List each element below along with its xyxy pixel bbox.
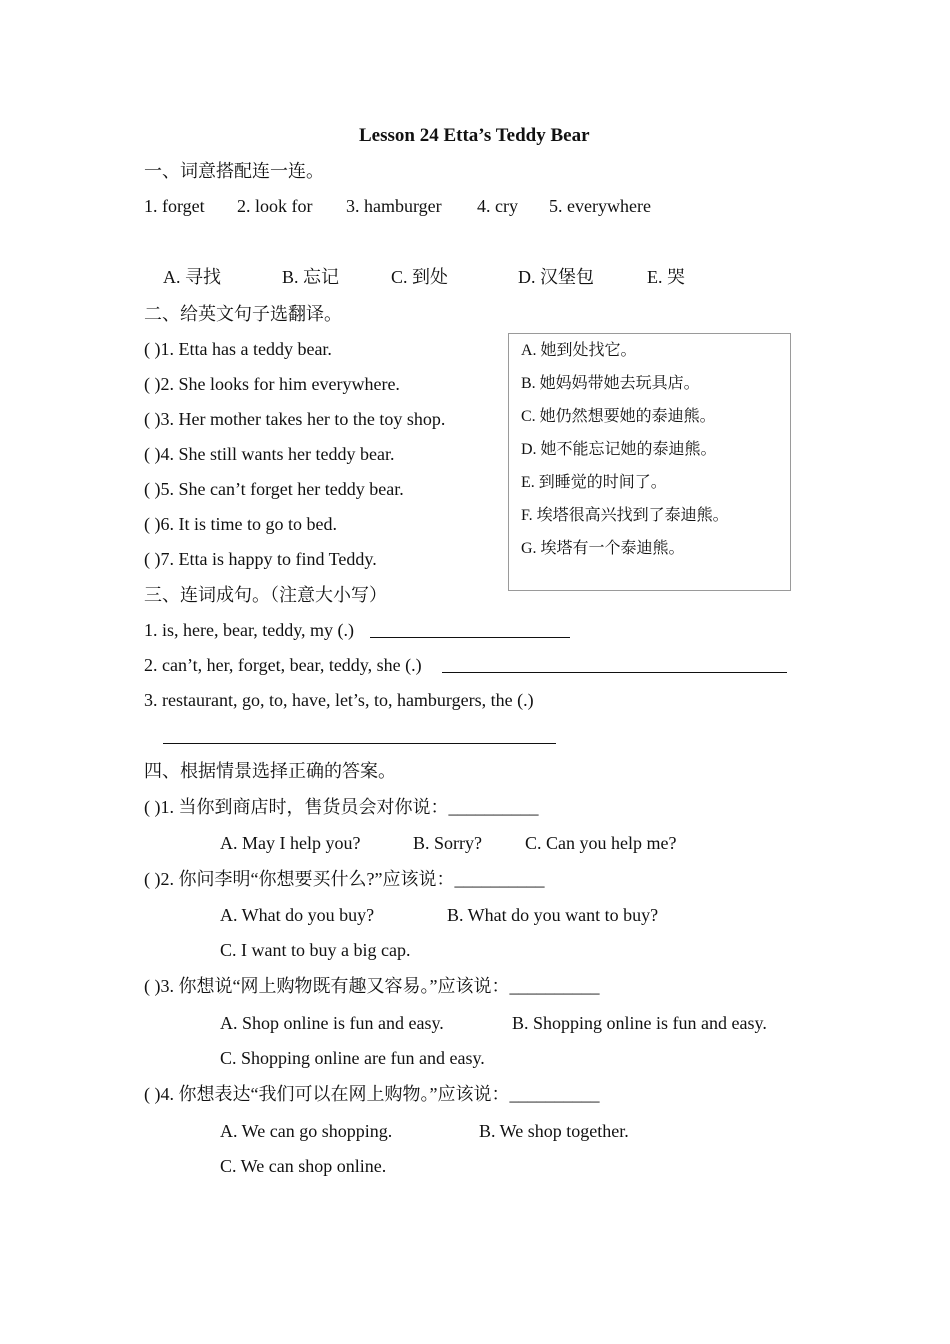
question-prompt: ( )1. 当你到商店时，售货员会对你说：__________ <box>144 797 539 817</box>
answer-option: A. May I help you? <box>220 833 361 853</box>
word-item: 4. cry <box>477 196 518 216</box>
translation-option: E. 到睡觉的时间了。 <box>521 474 667 491</box>
question-prompt: ( )3. 你想说“网上购物既有趣又容易。”应该说：__________ <box>144 976 600 996</box>
section2-heading: 二、给英文句子选翻译。 <box>144 304 342 324</box>
translation-option: C. 她仍然想要她的泰迪熊。 <box>521 408 716 425</box>
meaning-item: E. 哭 <box>647 267 685 287</box>
sentence-item: ( )6. It is time to go to bed. <box>144 514 337 534</box>
answer-option: B. Shopping online is fun and easy. <box>512 1013 767 1033</box>
meaning-item: C. 到处 <box>391 267 449 287</box>
translation-option: G. 埃塔有一个泰迪熊。 <box>521 540 685 557</box>
reorder-item: 3. restaurant, go, to, have, let’s, to, hamburgers, the (.) <box>144 690 534 710</box>
section1-heading: 一、词意搭配连一连。 <box>144 161 324 181</box>
section3-heading: 三、连词成句。（注意大小写） <box>144 585 387 605</box>
question-prompt: ( )4. 你想表达“我们可以在网上购物。”应该说：__________ <box>144 1084 600 1104</box>
sentence-item: ( )3. Her mother takes her to the toy shop. <box>144 409 446 429</box>
answer-line[interactable] <box>163 743 556 744</box>
answer-option: C. Shopping online are fun and easy. <box>220 1048 485 1068</box>
reorder-item: 1. is, here, bear, teddy, my (.) <box>144 620 355 640</box>
sentence-item: ( )4. She still wants her teddy bear. <box>144 444 395 464</box>
sentence-item: ( )5. She can’t forget her teddy bear. <box>144 479 404 499</box>
answer-line[interactable] <box>442 672 787 673</box>
meaning-item: D. 汉堡包 <box>518 267 594 287</box>
answer-line[interactable] <box>370 637 570 638</box>
answer-option: B. What do you want to buy? <box>447 905 659 925</box>
translation-option: F. 埃塔很高兴找到了泰迪熊。 <box>521 507 729 524</box>
answer-option: C. We can shop online. <box>220 1156 387 1176</box>
answer-option: A. Shop online is fun and easy. <box>220 1013 444 1033</box>
translation-option: D. 她不能忘记她的泰迪熊。 <box>521 441 717 458</box>
meaning-item: B. 忘记 <box>282 267 340 287</box>
answer-option: C. I want to buy a big cap. <box>220 940 411 960</box>
question-prompt: ( )2. 你问李明“你想要买什么?”应该说：__________ <box>144 869 545 889</box>
word-item: 1. forget <box>144 196 205 216</box>
translation-options-box <box>508 333 791 591</box>
sentence-item: ( )2. She looks for him everywhere. <box>144 374 400 394</box>
answer-option: B. We shop together. <box>479 1121 629 1141</box>
translation-option: A. 她到处找它。 <box>521 342 637 359</box>
answer-option: B. Sorry? <box>413 833 482 853</box>
answer-option: C. Can you help me? <box>525 833 677 853</box>
word-item: 2. look for <box>237 196 313 216</box>
page-title: Lesson 24 Etta’s Teddy Bear <box>359 125 590 146</box>
answer-option: A. What do you buy? <box>220 905 375 925</box>
reorder-item: 2. can’t, her, forget, bear, teddy, she (.) <box>144 655 422 675</box>
meaning-item: A. 寻找 <box>163 267 221 287</box>
translation-option: B. 她妈妈带她去玩具店。 <box>521 375 700 392</box>
word-item: 5. everywhere <box>549 196 651 216</box>
sentence-item: ( )7. Etta is happy to find Teddy. <box>144 549 377 569</box>
word-item: 3. hamburger <box>346 196 442 216</box>
answer-option: A. We can go shopping. <box>220 1121 393 1141</box>
section4-heading: 四、根据情景选择正确的答案。 <box>144 761 396 781</box>
sentence-item: ( )1. Etta has a teddy bear. <box>144 339 332 359</box>
